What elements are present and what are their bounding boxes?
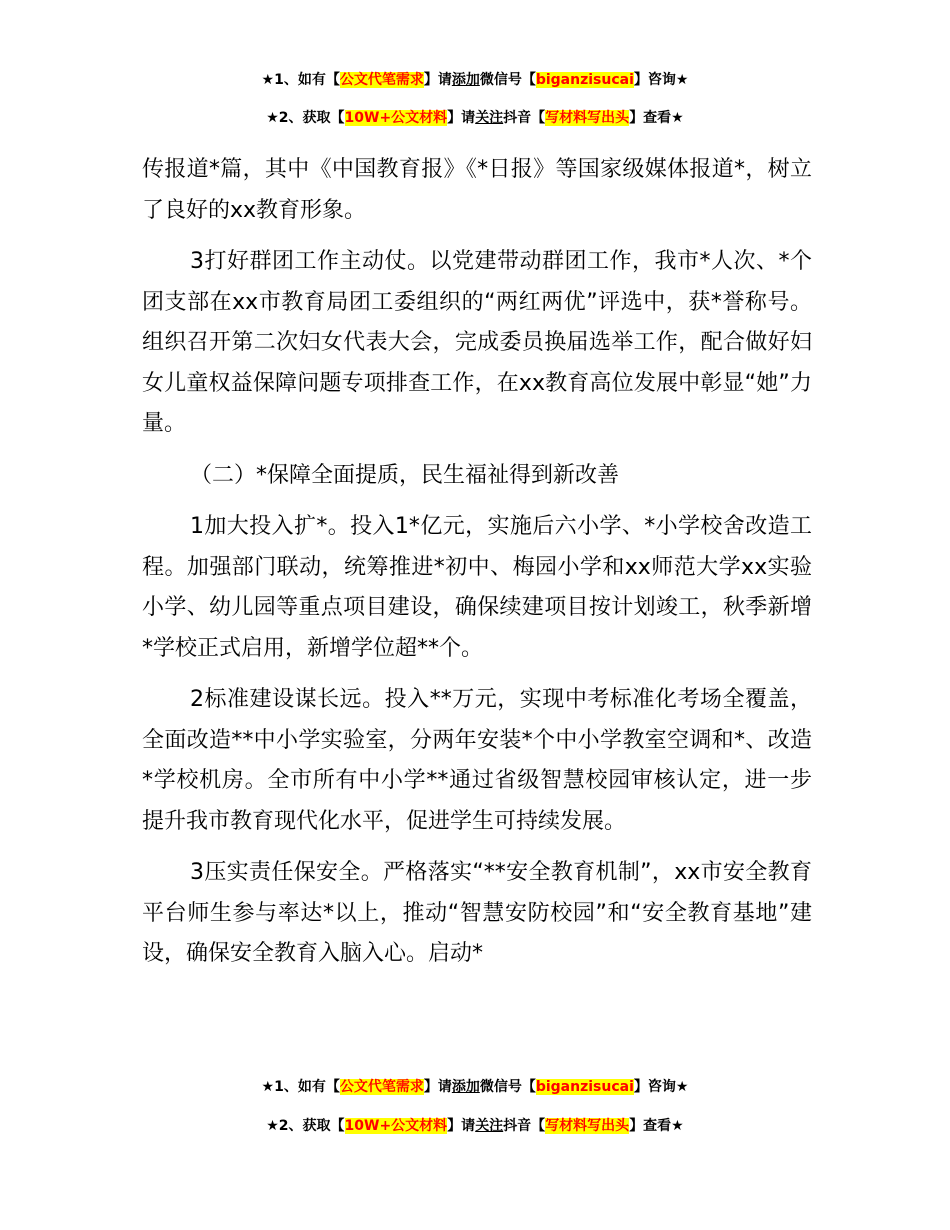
banner-text: 抖音【 bbox=[503, 1118, 546, 1134]
highlight-text: 公文代笔需求 bbox=[339, 72, 424, 88]
banner-text: ★2、获取【 bbox=[266, 110, 345, 126]
banner-text: 】查看★ bbox=[629, 110, 684, 126]
emphasis-text: 关注 bbox=[475, 110, 504, 126]
banner-text: 微信号【 bbox=[479, 1079, 536, 1095]
highlight-text: 公文代笔需求 bbox=[339, 1079, 424, 1095]
banner-text: 】请 bbox=[447, 110, 476, 126]
paragraph: 传报道*篇，其中《中国教育报》《*日报》等国家级媒体报道*，树立了良好的xx教育形象。 bbox=[142, 157, 812, 223]
paragraph: 1加大投入扩*。投入1*亿元，实施后六小学、*小学校舍改造工程。加强部门联动，统筹推进*初中、梅园小学和xx师范大学xx实验小学、幼儿园等重点项目建设，确保续建项目按计划竣工，秋季新增*学校正式启用，新增学位超**个。 bbox=[142, 514, 812, 661]
section-heading: （二）*保障全面提质，民生福祉得到新改善 bbox=[190, 462, 620, 488]
banner-top-line-1 bbox=[0, 70, 950, 90]
highlight-text: 10W+公文材料 bbox=[344, 1118, 448, 1134]
banner-bottom-line-2 bbox=[0, 1116, 950, 1136]
banner-text: 】咨询★ bbox=[633, 1079, 689, 1095]
paragraph: 3打好群团工作主动仗。以党建带动群团工作，我市*人次、*个团支部在xx市教育局团工委组织的“两红两优”评选中，获*誉称号。组织召开第二次妇女代表大会，完成委员换届选举工作，配合做好妇女儿童权益保障问题专项排查工作，在xx教育高位发展中彰显“她”力量。 bbox=[142, 249, 812, 436]
banner-top-line-2 bbox=[0, 108, 950, 128]
banner-text: 】请 bbox=[423, 72, 452, 88]
paragraph: 2标准建设谋长远。投入**万元，实现中考标准化考场全覆盖，全面改造**中小学实验室，分两年安装*个中小学教室空调和*、改造*学校机房。全市所有中小学**通过省级智慧校园审核认定，进一步提升我市教育现代化水平，促进学生可持续发展。 bbox=[142, 687, 812, 834]
banner-text: ★1、如有【 bbox=[261, 72, 340, 88]
highlight-text: 写材料写出头 bbox=[545, 110, 630, 126]
banner-text: ★2、获取【 bbox=[266, 1118, 345, 1134]
highlight-text: 10W+公文材料 bbox=[344, 110, 448, 126]
banner-text: 抖音【 bbox=[503, 110, 546, 126]
banner-text: 】请 bbox=[447, 1118, 476, 1134]
banner-text: 微信号【 bbox=[479, 72, 536, 88]
emphasis-text: 添加 bbox=[451, 72, 480, 88]
highlight-text: biganzisucai bbox=[535, 72, 634, 88]
highlight-text: 写材料写出头 bbox=[545, 1118, 630, 1134]
emphasis-text: 关注 bbox=[475, 1118, 504, 1134]
emphasis-text: 添加 bbox=[451, 1079, 480, 1095]
document-body bbox=[142, 150, 812, 986]
banner-text: 】查看★ bbox=[629, 1118, 684, 1134]
banner-text: ★1、如有【 bbox=[261, 1079, 340, 1095]
banner-bottom-line-1 bbox=[0, 1077, 950, 1097]
banner-text: 】请 bbox=[423, 1079, 452, 1095]
paragraph: 3压实责任保安全。严格落实“**安全教育机制”，xx市安全教育平台师生参与率达*以上，推动“智慧安防校园”和“安全教育基地”建设，确保安全教育入脑入心。启动* bbox=[142, 860, 812, 966]
highlight-text: biganzisucai bbox=[535, 1079, 634, 1095]
banner-text: 】咨询★ bbox=[633, 72, 689, 88]
